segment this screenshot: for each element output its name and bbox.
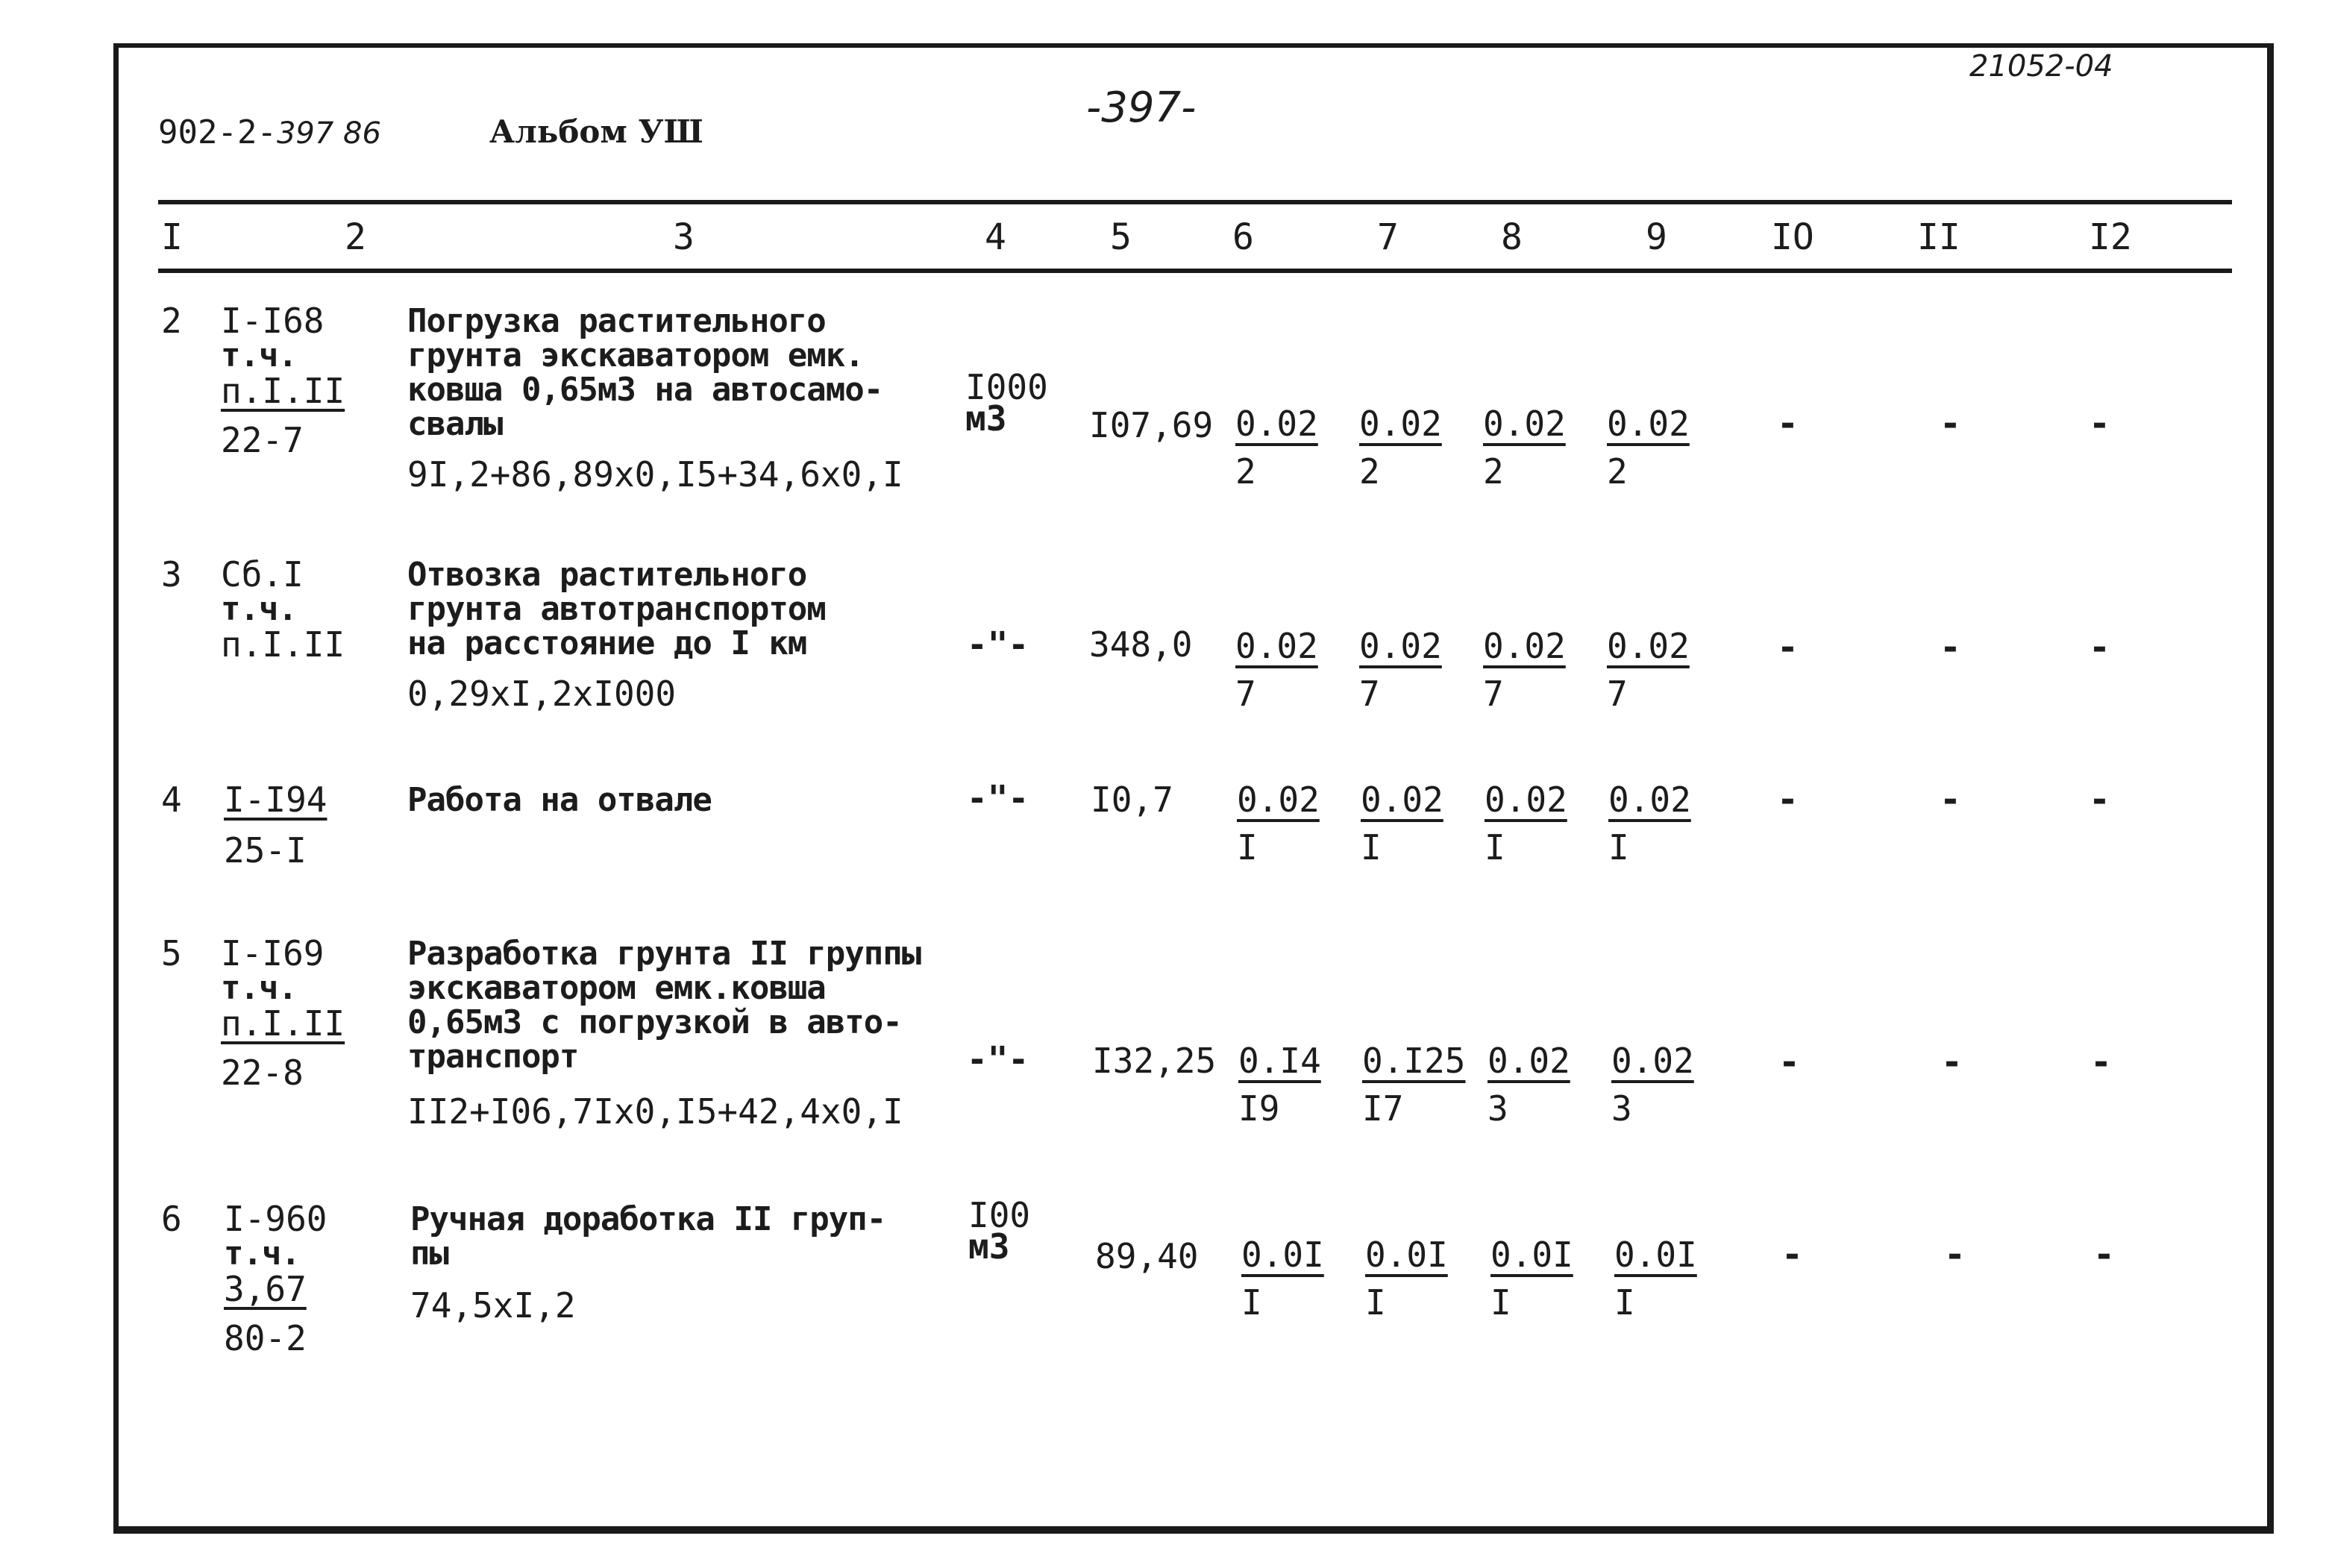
row-formula: II2+I06,7Ix0,I5+42,4x0,I: [407, 1091, 903, 1132]
row-code: I-960 т.ч. 3,67 80-2: [224, 1199, 327, 1358]
fraction-col8: $\frac{0.02}{7}$: [1483, 626, 1566, 714]
fraction-col7: $\frac{0.0I}{I}$: [1365, 1235, 1448, 1323]
archive-stamp: 21052-04: [1969, 49, 2113, 84]
dash-col11: -: [1941, 1041, 1963, 1083]
dash-col10: -: [1777, 403, 1799, 445]
row-description: Ручная доработка II груп- пы: [410, 1200, 886, 1273]
col-10: IO: [1771, 216, 1814, 258]
row-code: Сб.I т.ч. п.I.II: [221, 554, 345, 665]
fraction-col7: $\frac{0.I25}{I7}$: [1362, 1041, 1466, 1129]
fraction-col9: $\frac{0.02}{7}$: [1607, 626, 1690, 714]
dash-col10: -: [1778, 1041, 1800, 1083]
fraction-col8: $\frac{0.0I}{I}$: [1490, 1235, 1573, 1323]
row-description: Отвозка растительного грунта автотранспортом на расстояние до I км: [407, 556, 826, 662]
row-formula: 74,5xI,2: [410, 1285, 576, 1326]
header-rule-top: [158, 200, 2232, 204]
col-7: 7: [1377, 216, 1399, 258]
dash-col10: -: [1777, 627, 1799, 668]
header-rule-bottom: [158, 269, 2232, 273]
fraction-col8: $\frac{0.02}{2}$: [1483, 404, 1566, 492]
row-number: 4: [161, 780, 182, 820]
row-quantity: 348,0: [1089, 624, 1193, 665]
col-5: 5: [1110, 216, 1132, 258]
page-number: -397-: [1086, 84, 1197, 132]
row-description: Разработка грунта II группы экскаватором емк.ковша 0,65м3 с погрузкой в авто- транспорт: [407, 935, 921, 1076]
col-9: 9: [1646, 216, 1667, 258]
fraction-col9: $\frac{0.02}{I}$: [1608, 780, 1691, 868]
col-4: 4: [985, 216, 1006, 258]
fraction-col6: $\frac{0.I4}{I9}$: [1238, 1041, 1321, 1129]
col-11: II: [1917, 216, 1960, 258]
dash-col11: -: [1940, 403, 1961, 445]
row-code: I-I69 т.ч. п.I.II 22-8: [221, 933, 345, 1093]
row-code: I-I94 25-I: [224, 780, 327, 871]
row-quantity: I32,25: [1092, 1041, 1217, 1081]
col-2: 2: [345, 216, 366, 258]
fraction-col6: $\frac{0.02}{2}$: [1235, 404, 1318, 492]
row-description: Работа на отвале: [407, 781, 712, 819]
row-unit: -"-: [967, 778, 1029, 818]
fraction-col7: $\frac{0.02}{7}$: [1359, 626, 1442, 714]
album-title: Альбом УШ: [489, 113, 703, 150]
fraction-col6: $\frac{0.02}{I}$: [1237, 780, 1320, 868]
row-description: Погрузка растительного грунта экскаватором емк. ковша 0,65м3 на автосамо- свалы: [407, 302, 883, 443]
row-unit: I00 м3: [968, 1195, 1031, 1267]
col-6: 6: [1232, 216, 1254, 258]
doc-prefix: 902-2-: [158, 113, 277, 151]
dash-col12: -: [2093, 1234, 2115, 1276]
dash-col10: -: [1781, 1234, 1803, 1276]
col-8: 8: [1501, 216, 1523, 258]
row-quantity: 89,40: [1095, 1236, 1199, 1276]
row-quantity: I0,7: [1091, 780, 1173, 820]
fraction-col7: $\frac{0.02}{2}$: [1359, 404, 1442, 492]
col-1: I: [161, 216, 183, 258]
fraction-col8: $\frac{0.02}{I}$: [1485, 780, 1567, 868]
fraction-col9: $\frac{0.02}{3}$: [1611, 1041, 1694, 1129]
row-formula: 9I,2+86,89x0,I5+34,6x0,I: [407, 454, 903, 495]
dash-col11: -: [1940, 627, 1961, 668]
dash-col12: -: [2089, 627, 2110, 668]
dash-col11: -: [1940, 779, 1961, 821]
col-3: 3: [673, 216, 695, 258]
dash-col11: -: [1944, 1234, 1966, 1276]
row-unit: I000 м3: [965, 367, 1048, 439]
row-number: 5: [161, 933, 182, 973]
doc-code: [158, 113, 381, 151]
row-code: I-I68 т.ч. п.I.II 22-7: [221, 301, 345, 460]
fraction-col8: $\frac{0.02}{3}$: [1488, 1041, 1570, 1129]
row-number: 3: [161, 554, 182, 595]
row-quantity: I07,69: [1089, 405, 1214, 445]
row-number: 2: [161, 301, 182, 341]
fraction-col6: $\frac{0.02}{7}$: [1235, 626, 1318, 714]
doc-handwritten: 397 86: [276, 116, 381, 151]
row-number: 6: [161, 1199, 182, 1239]
fraction-col6: $\frac{0.0I}{I}$: [1241, 1235, 1324, 1323]
dash-col10: -: [1777, 779, 1799, 821]
row-unit: -"-: [967, 1039, 1029, 1079]
dash-col12: -: [2090, 1041, 2112, 1083]
fraction-col9: $\frac{0.02}{2}$: [1607, 404, 1690, 492]
row-unit: -"-: [967, 624, 1029, 665]
col-12: I2: [2089, 216, 2132, 258]
dash-col12: -: [2089, 403, 2110, 445]
dash-col12: -: [2089, 779, 2110, 821]
fraction-col9: $\frac{0.0I}{I}$: [1614, 1235, 1697, 1323]
fraction-col7: $\frac{0.02}{I}$: [1361, 780, 1443, 868]
row-formula: 0,29xI,2xI000: [407, 674, 677, 714]
